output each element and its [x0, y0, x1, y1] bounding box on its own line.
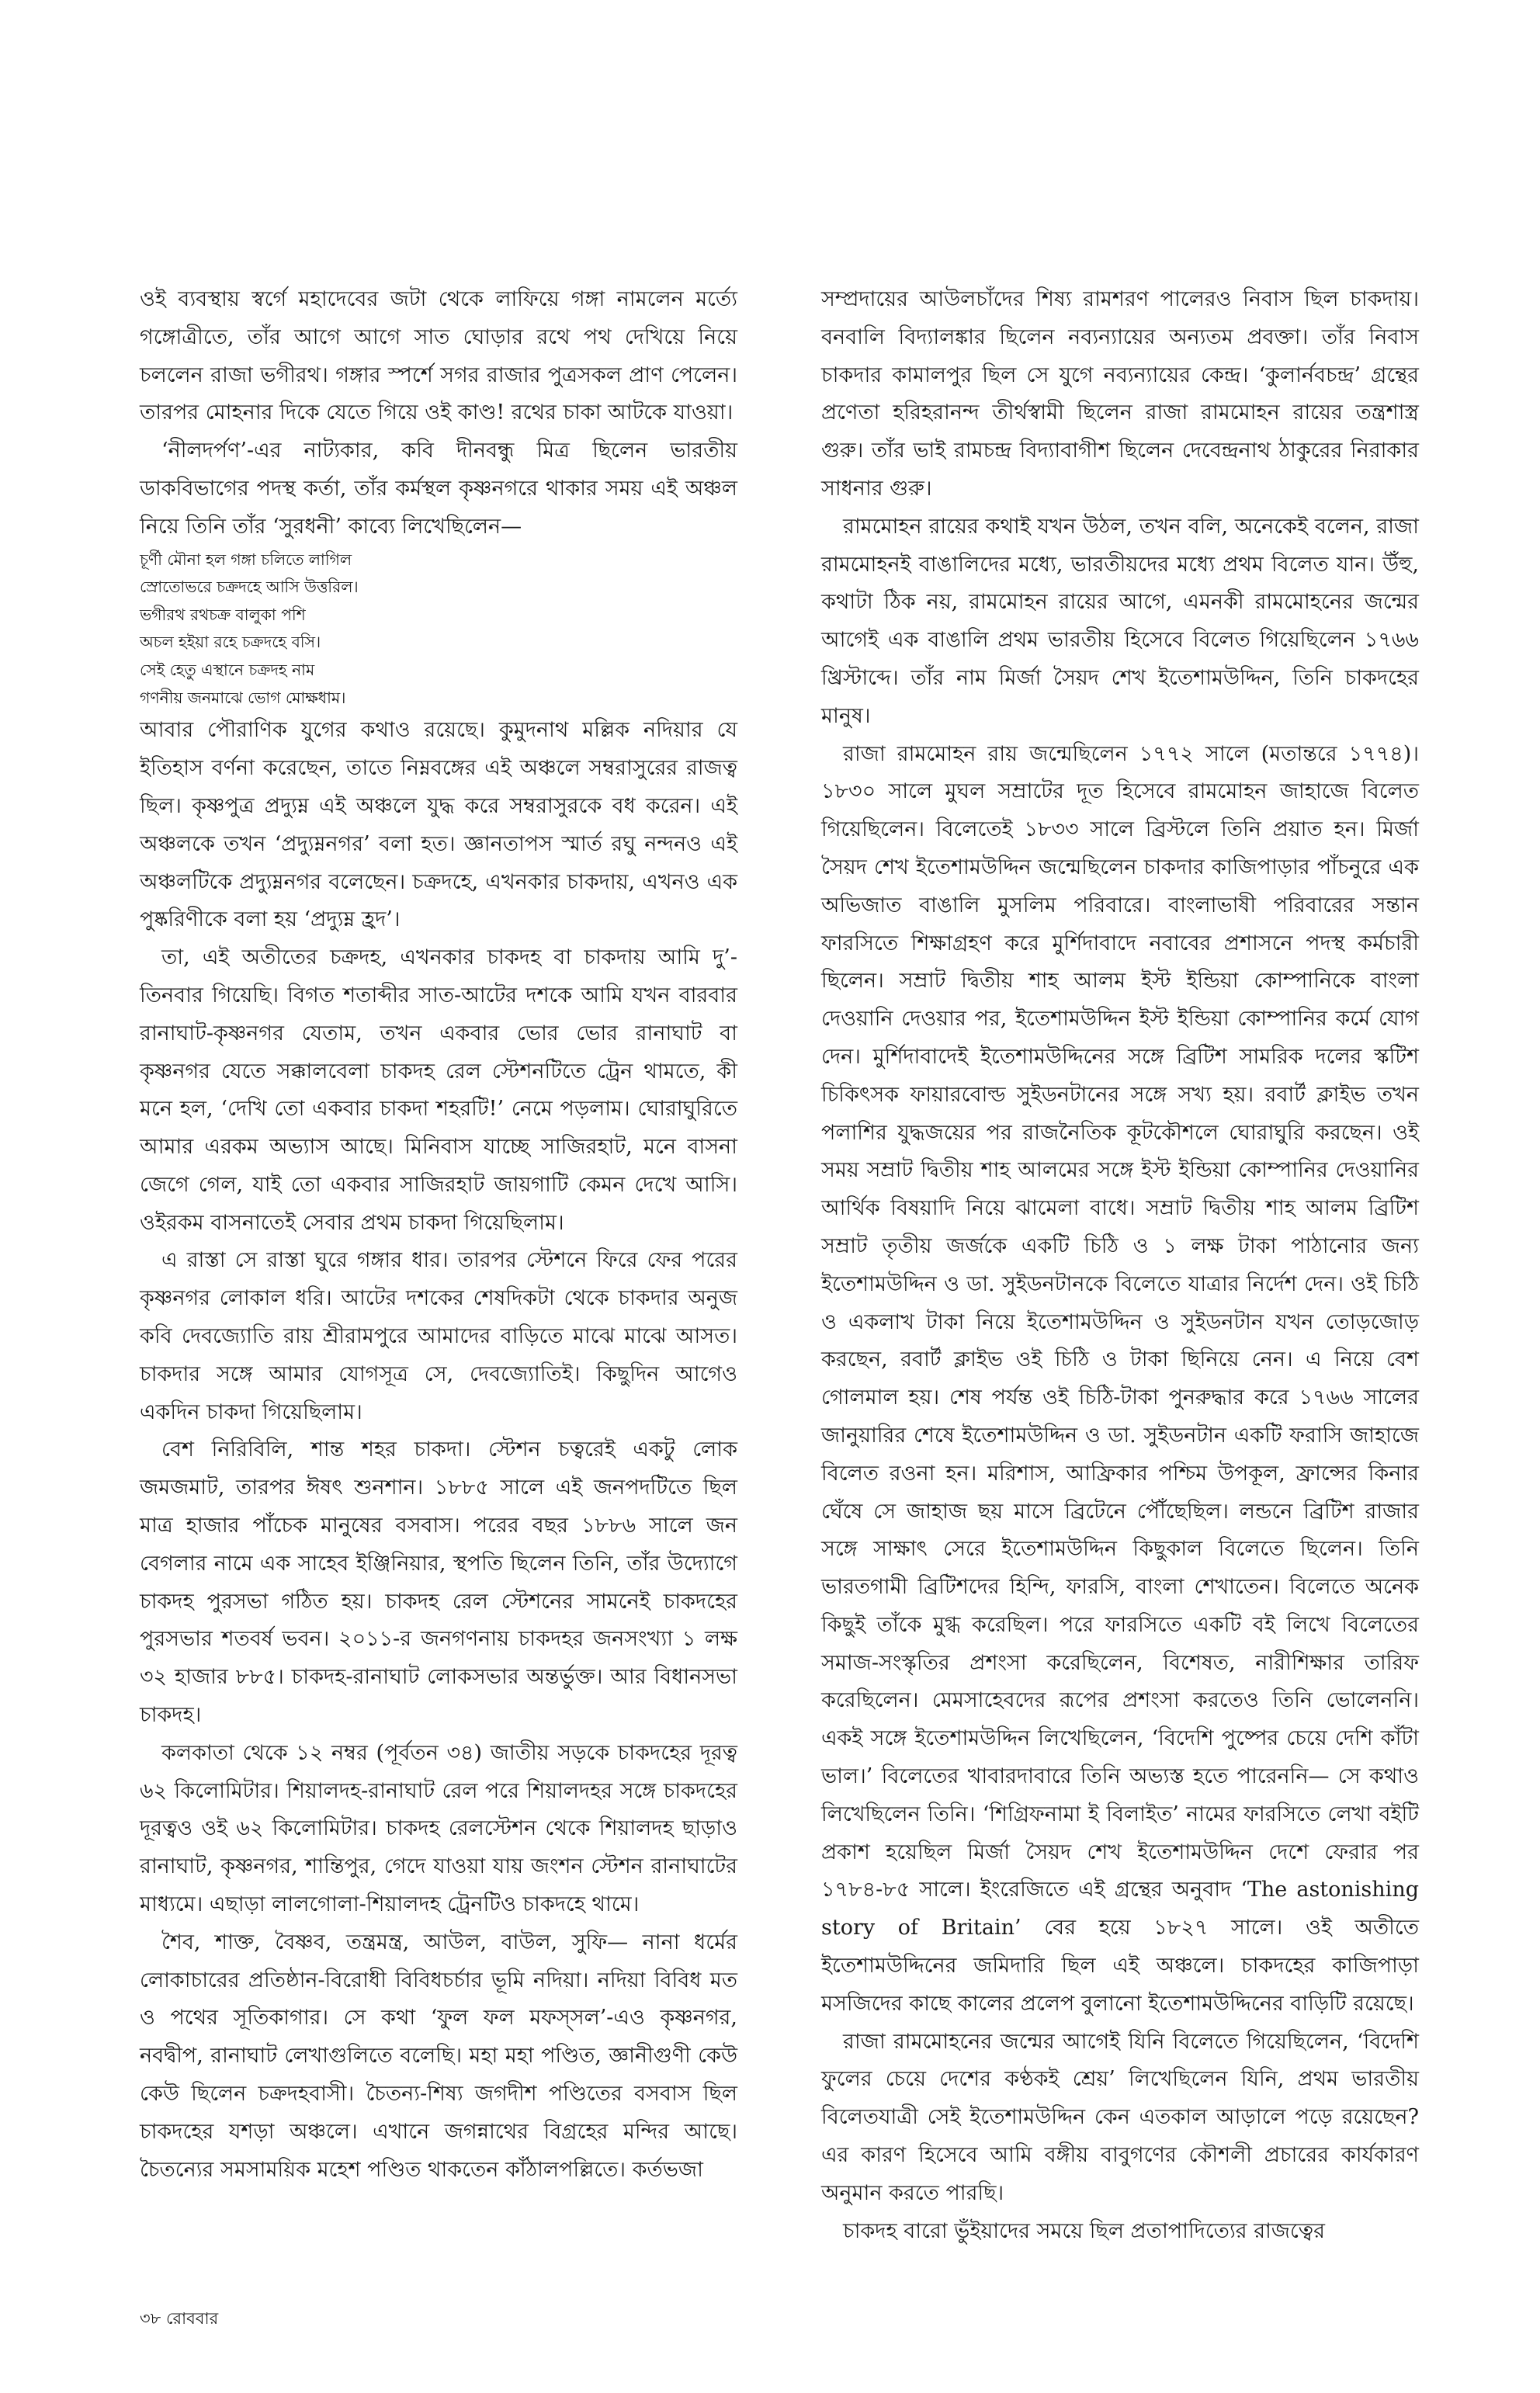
paragraph: এ রাস্তা সে রাস্তা ঘুরে গঙ্গার ধার। তারপর স্টেশনে ফিরে ফের পরের কৃষ্ণনগর লোকাল ধরি। আটের দশকের শেষদিকটা থেকে চাকদার অনুজ কবি দেবজ্যোতি রায় শ্রীরামপুরে আমাদের বাড়িতে মাঝে মাঝে আসত। চাকদার সঙ্গে আমার যোগসূত্র সে, দেবজ্যোতিই। কিছুদিন আগেও একদিন চাকদা গিয়েছিলাম।	[140, 1248, 737, 1424]
paragraph: সম্প্রদায়ের আউলচাঁদের শিষ্য রামশরণ পালেরও নিবাস ছিল চাকদায়। বনবালি বিদ্যালঙ্কার ছিলেন নব্যন্যায়ের অন্যতম প্রবক্তা। তাঁর নিবাস চাকদার কামালপুর ছিল সে যুগে নব্যন্যায়ের কেন্দ্র। ‘কুলার্নবচন্দ্র’ গ্রন্থের প্রণেতা হরিহরানন্দ তীর্থস্বামী ছিলেন রাজা রামমোহন রায়ের তন্ত্রশাস্ত্র গুরু। তাঁর ভাই রামচন্দ্র বিদ্যাবাগীশ ছিলেন দেবেন্দ্রনাথ ঠাকুরের নিরাকার সাধনার গুরু।	[821, 287, 1419, 501]
paragraph: বেশ নিরিবিলি, শান্ত শহর চাকদা। স্টেশন চত্বরেই একটু লোক জমজমাট, তারপর ঈষৎ শুনশান। ১৮৮৫ সালে এই জনপদটিতে ছিল মাত্র হাজার পাঁচেক মানুষের বসবাস। পরের বছর ১৮৮৬ সালে জন বেগলার নামে এক সাহেব ইঞ্জিনিয়ার, স্থপতি ছিলেন তিনি, তাঁর উদ্যোগে চাকদহ পুরসভা গঠিত হয়। চাকদহ রেল স্টেশনের সামনেই চাকদহের পুরসভার শতবর্ষ ভবন। ২০১১-র জনগণনায় চাকদহর জনসংখ্যা ১ লক্ষ ৩২ হাজার ৮৮৫। চাকদহ-রানাঘাট লোকসভার অন্তর্ভুক্ত। আর বিধানসভা চাকদহ।	[140, 1438, 737, 1728]
verse-line: চূর্ণী মৌনা হল গঙ্গা চলিতে লাগিল	[140, 550, 352, 569]
paragraph: আবার পৌরাণিক যুগের কথাও রয়েছে। কুমুদনাথ মল্লিক নদিয়ার যে ইতিহাস বর্ণনা করেছেন, তাতে নিম্নবঙ্গের এই অঞ্চলে সম্বরাসুরের রাজত্ব ছিল। কৃষ্ণপুত্র প্রদ্যুম্ন এই অঞ্চলে যুদ্ধ করে সম্বরাসুরকে বধ করেন। এই অঞ্চলকে তখন ‘প্রদ্যুম্ননগর’ বলা হত। জ্ঞানতাপস স্মার্ত রঘু নন্দনও এই অঞ্চলটিকে প্রদ্যুম্ননগর বলেছেন। চক্রদহে, এখনকার চাকদায়, এখনও এক পুষ্করিণীকে বলা হয় ‘প্রদ্যুম্ন হ্রদ’।	[140, 718, 737, 932]
page-folio: ৩৮ রোববার	[140, 2309, 219, 2328]
paragraph: শৈব, শাক্ত, বৈষ্ণব, তন্ত্রমন্ত্র, আউল, বাউল, সুফি— নানা ধর্মের লোকাচারের প্রতিষ্ঠান-বিরোধী বিবিধচর্চার ভূমি নদিয়া। নদিয়া বিবিধ মত ও পথের সূতিকাগার। সে কথা ‘ফুল ফল মফস্সল’-এও কৃষ্ণনগর, নবদ্বীপ, রানাঘাট লেখাগুলিতে বলেছি। মহা মহা পণ্ডিত, জ্ঞানীগুণী কেউ কেউ ছিলেন চক্রদহবাসী। চৈতন্য-শিষ্য জগদীশ পণ্ডিতের বসবাস ছিল চাকদহের যশড়া অঞ্চলে। এখানে জগন্নাথের বিগ্রহের মন্দির আছে। চৈতন্যের সমসাময়িক মহেশ পণ্ডিত থাকতেন কাঁঠালপল্লিতে। কর্তভজা	[140, 1930, 737, 2182]
paragraph: কলকাতা থেকে ১২ নম্বর (পূর্বতন ৩৪) জাতীয় সড়কে চাকদহের দূরত্ব ৬২ কিলোমিটার। শিয়ালদহ-রানাঘাট রেল পরে শিয়ালদহর সঙ্গে চাকদহের দূরত্বও ওই ৬২ কিলোমিটার। চাকদহ রেলস্টেশন থেকে শিয়ালদহ ছাড়াও রানাঘাট, কৃষ্ণনগর, শান্তিপুর, গেদে যাওয়া যায় জংশন স্টেশন রানাঘাটের মাধ্যমে। এছাড়া লালগোলা-শিয়ালদহ ট্রেনটিও চাকদহে থামে।	[140, 1740, 737, 1917]
left-column	[140, 281, 737, 2189]
verse-line: অচল হইয়া রহে চক্রদহে বসি।	[140, 633, 321, 652]
right-column	[821, 281, 1419, 2250]
verse-line: ভগীরথ রথচক্র বালুকা পশি	[140, 605, 306, 624]
verse-line: স্রোতোভরে চক্রদহে আসি উত্তরিল।	[140, 577, 359, 597]
paragraph: রামমোহন রায়ের কথাই যখন উঠল, তখন বলি, অনেকেই বলেন, রাজা রামমোহনই বাঙালিদের মধ্যে, ভারতীয়দের মধ্যে প্রথম বিলেত যান। উঁহু, কথাটা ঠিক নয়, রামমোহন রায়ের আগে, এমনকী রামমোহনের জন্মের আগেই এক বাঙালি প্রথম ভারতীয় হিসেবে বিলেত গিয়েছিলেন ১৭৬৬ খ্রিস্টাব্দে। তাঁর নাম মির্জা সৈয়দ শেখ ইতেশামউদ্দিন, তিনি চাকদহের মানুষ।	[821, 514, 1419, 728]
paragraph: তা, এই অতীতের চক্রদহ, এখনকার চাকদহ বা চাকদায় আমি দু’-তিনবার গিয়েছি। বিগত শতাব্দীর সাত-আটের দশকে আমি যখন বারবার রানাঘাট-কৃষ্ণনগর যেতাম, তখন একবার ভোর ভোর রানাঘাট বা কৃষ্ণনগর যেতে সক্কালবেলা চাকদহ রেল স্টেশনটিতে ট্রেন থামতে, কী মনে হল, ‘দেখি তো একবার চাকদা শহরটি!’ নেমে পড়লাম। ঘোরাঘুরিতে আমার এরকম অভ্যাস আছে। মিনিবাস যাচ্ছে সাজিরহাট, মনে বাসনা জেগে গেল, যাই তো একবার সাজিরহাট জায়গাটি কেমন দেখে আসি। ওইরকম বাসনাতেই সেবার প্রথম চাকদা গিয়েছিলাম।	[140, 945, 737, 1235]
paragraph: ওই ব্যবস্থায় স্বর্গে মহাদেবের জটা থেকে লাফিয়ে গঙ্গা নামলেন মর্ত্যে গঙ্গোত্রীতে, তাঁর আগে আগে সাত ঘোড়ার রথে পথ দেখিয়ে নিয়ে চললেন রাজা ভগীরথ। গঙ্গার স্পর্শে সগর রাজার পুত্রসকল প্রাণ পেলেন। তারপর মোহনার দিকে যেতে গিয়ে ওই কাণ্ড! রথের চাকা আটকে যাওয়া।	[140, 287, 737, 425]
verse-line: সেই হেতু এস্থানে চক্রদহ নাম	[140, 661, 315, 680]
paragraph: ‘নীলদর্পণ’-এর নাট্যকার, কবি দীনবন্ধু মিত্র ছিলেন ভারতীয় ডাকবিভাগের পদস্থ কর্তা, তাঁর কর্মস্থল কৃষ্ণনগরে থাকার সময় এই অঞ্চল নিয়ে তিনি তাঁর ‘সুরধনী’ কাব্যে লিখেছিলেন—	[140, 439, 737, 539]
paragraph: রাজা রামমোহন রায় জন্মেছিলেন ১৭৭২ সালে (মতান্তরে ১৭৭৪)। ১৮৩০ সালে মুঘল সম্রাটের দূত হিসেবে রামমোহন জাহাজে বিলেত গিয়েছিলেন। বিলেতেই ১৮৩৩ সালে ব্রিস্টলে তিনি প্রয়াত হন। মির্জা সৈয়দ শেখ ইতেশামউদ্দিন জন্মেছিলেন চাকদার কাজিপাড়ার পাঁচনুরে এক অভিজাত বাঙালি মুসলিম পরিবারে। বাংলাভাষী পরিবারের সন্তান ফারসিতে শিক্ষাগ্রহণ করে মুর্শিদাবাদে নবাবের প্রশাসনে পদস্থ কর্মচারী ছিলেন। সম্রাট দ্বিতীয় শাহ আলম ইস্ট ইন্ডিয়া কোম্পানিকে বাংলা দেওয়ানি দেওয়ার পর, ইতেশামউদ্দিন ইস্ট ইন্ডিয়া কোম্পানির কর্মে যোগ দেন। মুর্শিদাবাদেই ইতেশামউদ্দিনের সঙ্গে ব্রিটিশ সামরিক দলের স্কটিশ চিকিৎসক ফায়ারবোল্ড সুইডনটানের সঙ্গে সখ্য হয়। রবার্ট ক্লাইভ তখন পলাশির যুদ্ধজয়ের পর রাজনৈতিক কূটকৌশলে ঘোরাঘুরি করছেন। ওই সময় সম্রাট দ্বিতীয় শাহ আলমের সঙ্গে ইস্ট ইন্ডিয়া কোম্পানির দেওয়ানির আর্থিক বিষয়াদি নিয়ে ঝামেলা বাধে। সম্রাট দ্বিতীয় শাহ আলম ব্রিটিশ সম্রাট তৃতীয় জর্জকে একটি চিঠি ও ১ লক্ষ টাকা পাঠানোর জন্য ইতেশামউদ্দিন ও ডা. সুইডনটানকে বিলেতে যাত্রার নির্দেশ দেন। ওই চিঠি ও একলাখ টাকা নিয়ে ইতেশামউদ্দিন ও সুইডনটান যখন তোড়জোড় করছেন, রবার্ট ক্লাইভ ওই চিঠি ও টাকা ছিনিয়ে নেন। এ নিয়ে বেশ গোলমাল হয়। শেষ পর্যন্ত ওই চিঠি-টাকা পুনরুদ্ধার করে ১৭৬৬ সালের জানুয়ারির শেষে ইতেশামউদ্দিন ও ডা. সুইডনটান একটি ফরাসি জাহাজে বিলেত রওনা হন। মরিশাস, আফ্রিকার পশ্চিম উপকূল, ফ্রান্সের কিনার ঘেঁষে সে জাহাজ ছয় মাসে ব্রিটেনে পৌঁছেছিল। লন্ডনে ব্রিটিশ রাজার সঙ্গে সাক্ষাৎ সেরে ইতেশামউদ্দিন কিছুকাল বিলেতে ছিলেন। তিনি ভারতগামী ব্রিটিশদের হিন্দি, ফারসি, বাংলা শেখাতেন। বিলেতে অনেক কিছুই তাঁকে মুগ্ধ করেছিল। পরে ফারসিতে একটি বই লিখে বিলেতের সমাজ-সংস্কৃতির প্রশংসা করেছিলেন, বিশেষত, নারীশিক্ষার তারিফ করেছিলেন। মেমসাহেবদের রূপের প্রশংসা করতেও তিনি ভোলেননি। একই সঙ্গে ইতেশামউদ্দিন লিখেছিলেন, ‘বিদেশি পুষ্পের চেয়ে দেশি কাঁটা ভাল।’ বিলেতের খাবারদাবারে তিনি অভ্যস্ত হতে পারেননি— সে কথাও লিখেছিলেন তিনি। ‘শিগ্রিফনামা ই বিলাইত’ নামের ফারসিতে লেখা বইটি প্রকাশ হয়েছিল মির্জা সৈয়দ শেখ ইতেশামউদ্দিন দেশে ফেরার পর ১৭৮৪-৮৫ সালে। ইংরেজিতে এই গ্রন্থের অনুবাদ ‘The astonishing story of Britain’ বের হয়ে ১৮২৭ সালে। ওই অতীতে ইতেশামউদ্দিনের জমিদারি ছিল এই অঞ্চলে। চাকদহের কাজিপাড়া মসজিদের কাছে কালের প্রলেপ বুলানো ইতেশামউদ্দিনের বাড়িটি রয়েছে।	[821, 741, 1419, 2016]
paragraph: রাজা রামমোহনের জন্মের আগেই যিনি বিলেতে গিয়েছিলেন, ‘বিদেশি ফুলের চেয়ে দেশের কণ্ঠকই শ্রেয়’ লিখেছিলেন যিনি, প্রথম ভারতীয় বিলেতযাত্রী সেই ইতেশামউদ্দিন কেন এতকাল আড়ালে পড়ে রয়েছেন? এর কারণ হিসেবে আমি বঙ্গীয় বাবুগণের কৌশলী প্রচারের কার্যকারণ অনুমান করতে পারছি।	[821, 2029, 1419, 2205]
verse-line: গণনীয় জনমাঝে ভোগ মোক্ষধাম।	[140, 688, 346, 707]
paragraph: চাকদহ বারো ভুঁইয়াদের সময়ে ছিল প্রতাপাদিত্যের রাজত্বের	[843, 2218, 1325, 2243]
